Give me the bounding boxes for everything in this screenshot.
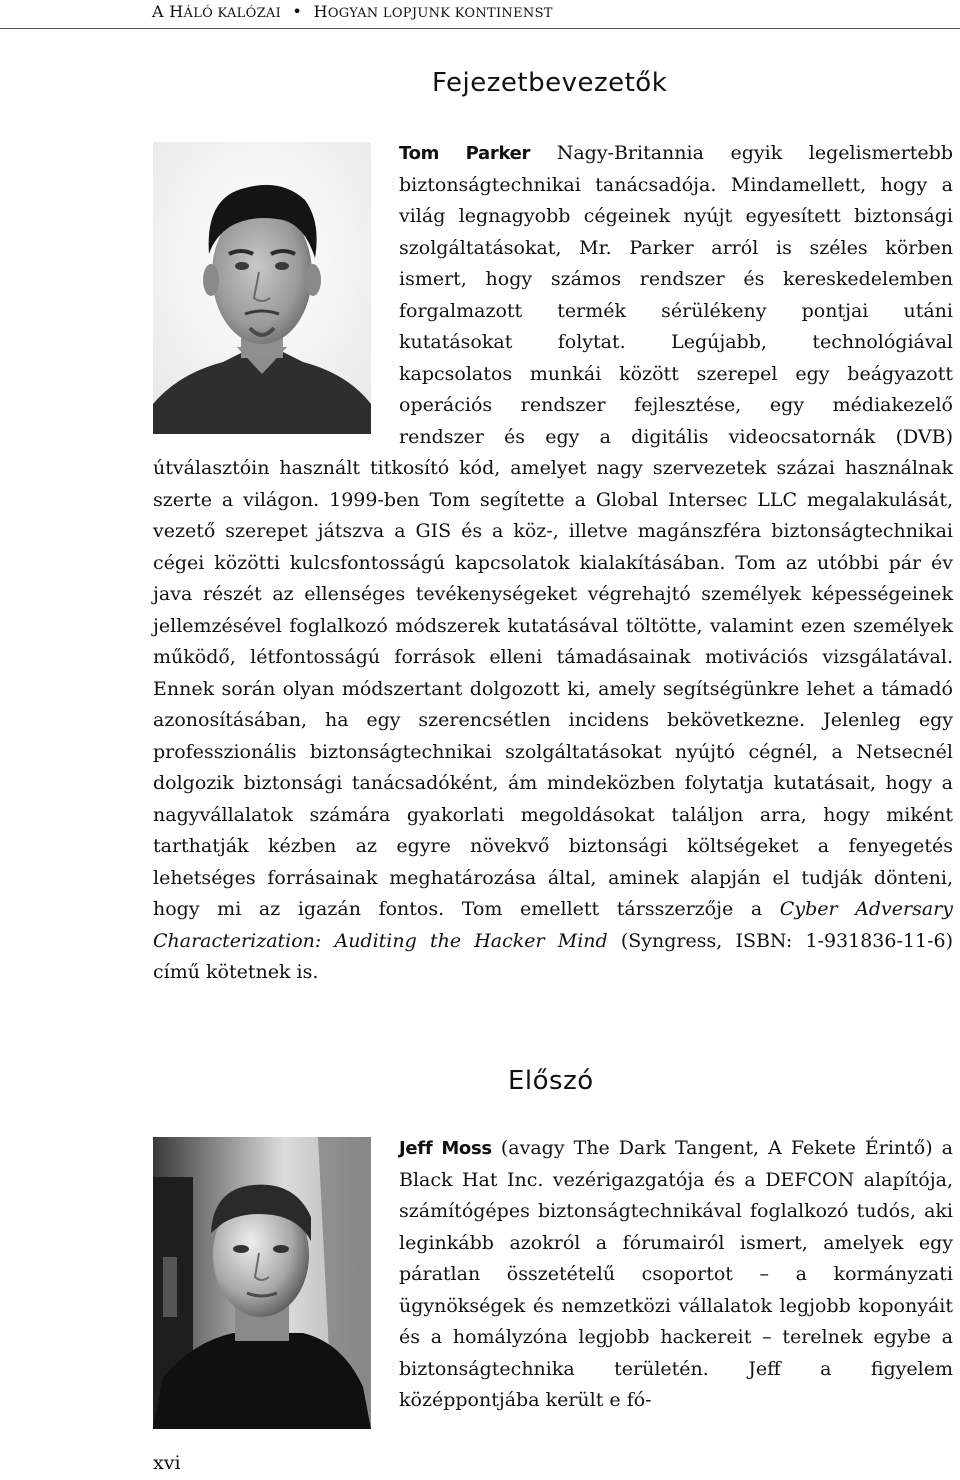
bullet-separator: • (292, 2, 303, 21)
portrait-tom-parker (153, 142, 371, 434)
header-rule (0, 28, 960, 29)
portrait-jeff-moss (153, 1137, 371, 1429)
section-title-chapter-intros: Fejezetbevezetők (432, 68, 668, 98)
book-title: Cyber Adversary Characterization: Auditing the Hacker Mind (153, 898, 954, 952)
bio-jeff-moss: Jeff Moss (avagy The Dark Tangent, A Fekete Érintő) a Black Hat Inc. vezérigazgatója és a DEFCON alapítója, számítógépes biztonságtechnikával foglalkozó tudós, aki leginkább azokról a fórumairól ismert, amelyek egy páratlan összetételű csoportot – a kormányzati ügynökségek és nemzetközi vállalatok legjobb koponyáit és a homályzóna legjobb hackereit – terelnek egybe a biztonságtechnika területén. Jeff a figyelem középpontjába került e fó- (153, 1133, 953, 1429)
page-number: xvi (153, 1452, 181, 1474)
running-head: A HÁLÓ KALÓZAI • HOGYAN LOPJUNK KONTINENST (152, 2, 553, 21)
author-name: Tom Parker (399, 143, 531, 164)
author-name: Jeff Moss (399, 1138, 492, 1159)
bio-tom-parker: Tom Parker Nagy-Britannia egyik legelismertebb biztonságtechnikai tanácsadója. Mindamellett, hogy a világ legnagyobb cégeinek nyújt egyesített biztonsági szolgáltatásokat, Mr. Parker arról is széles körben ismert, hogy számos rendszer és kereskedelemben forgalmazott termék sérülékeny pontjai utáni kutatásokat folytat. Legújabb, technológiával kapcsolatos munkái között szerepel egy beágyazott operációs rendszer fejlesztése, egy médiakezelő rendszer és egy a digitális videocsatornák (DVB) útválasztóin használt titkosító kód, amelyet nagy szervezetek százai használnak szerte a világon. 1999-ben Tom segítette a Global Intersec LLC megalakulását, vezető szerepet játszva a GIS és a köz-, illetve magánszféra biztonságtechnikai cégei közötti kulcsfontosságú kapcsolatok kialakításában. Tom az utóbbi pár év java részét az ellenséges tevékenységeket végrehajtó személyek képességeinek jellemzésével foglalkozó módszerek kutatásával töltötte, valamint ezen személyek működő, létfontosságú források elleni támadásainak motivációs vizsgálatával. Ennek során olyan módszertant dolgozott ki, amely segítségünkre lehet a támadó azonosításában, ha egy szerencsétlen incidens bekövetkezne. Jelenleg egy professzionális biztonságtechnikai szolgáltatásokat nyújtó cégnél, a Netsecnél dolgozik biztonsági tanácsadóként, ám mindeközben folytatja kutatásait, hogy a nagyvállalatok számára gyakorlati megoldásokat találjon arra, hogy miként tarthatják kézben az egyre növekvő biztonsági költségeket a fenyegetés lehetséges forrásainak meghatározása által, aminek alapján el tudják dönteni, hogy mi az igazán fontos. Tom emellett társszerzője a Cyber Adversary Characterization: Auditing the Hacker Mind (Syngress, ISBN: 1-931836-11-6) című kötetnek is. (153, 142, 954, 983)
section-title-foreword: Előszó (508, 1066, 594, 1096)
